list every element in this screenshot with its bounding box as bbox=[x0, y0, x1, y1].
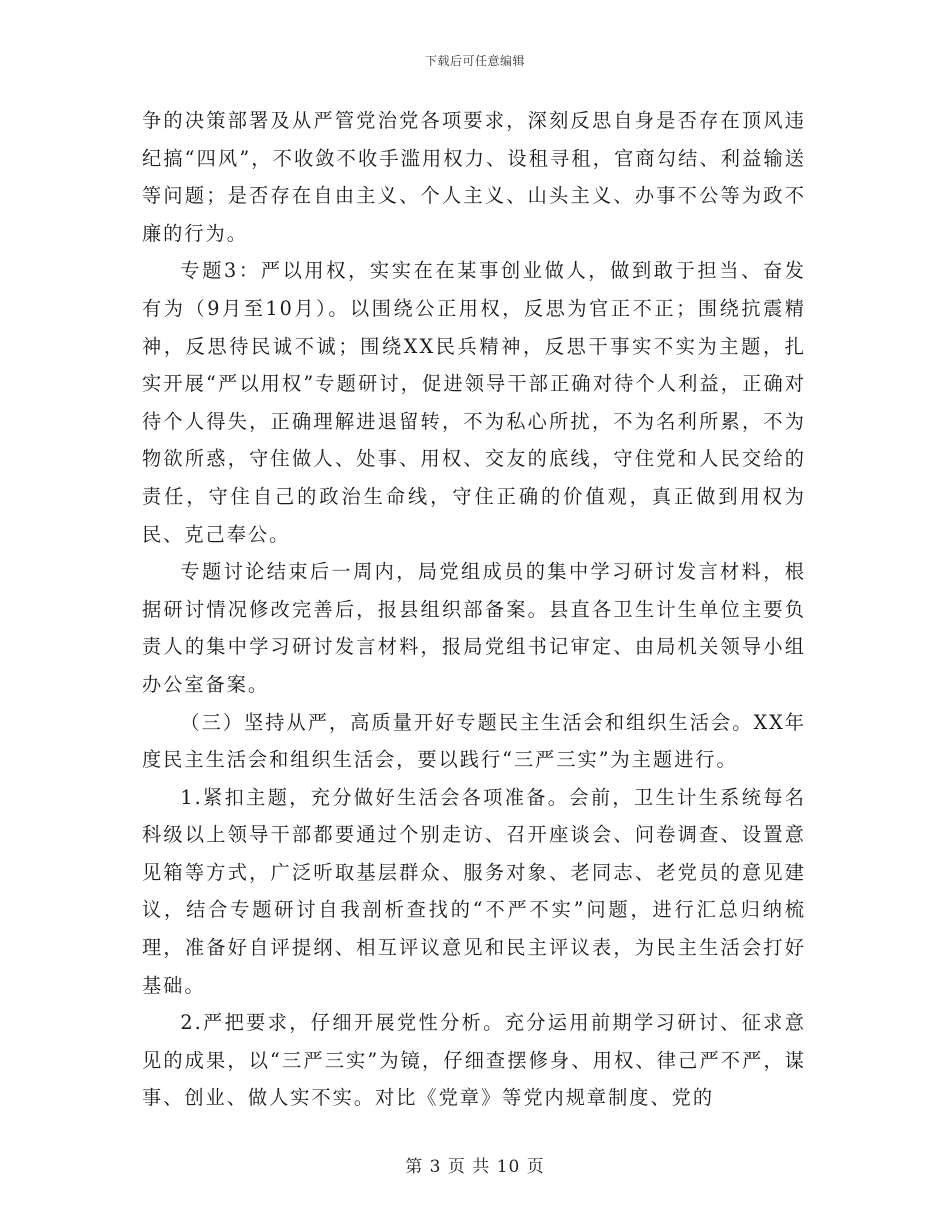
paragraph-4: （三）坚持从严，高质量开好专题民主生活会和组织生活会。XX年度民主生活会和组织生活会，要以践行“三严三实”为主题进行。 bbox=[142, 710, 806, 772]
page-header-note: 下载后可任意编辑 bbox=[424, 54, 525, 68]
paragraph-3: 专题讨论结束后一周内，局党组成员的集中学习研讨发言材料，根据研讨情况修改完善后，报县组织部备案。县直各卫生计生单位主要负责人的集中学习研讨发言材料，报局党组书记审定、由局机关领导小组办公室备案。 bbox=[142, 560, 806, 696]
paragraph-5: 1.紧扣主题，充分做好生活会各项准备。会前，卫生计生系统每名科级以上领导干部都要通过个别走访、召开座谈会、问卷调查、设置意见箱等方式，广泛听取基层群众、服务对象、老同志、老党员的意见建议，结合专题研讨自我剖析查找的“不严不实”问题，进行汇总归纳梳理，准备好自评提纲、相互评议意见和民主评议表，为民主生活会打好基础。 bbox=[142, 785, 806, 997]
page-number-footer: 第 3 页 共 10 页 bbox=[405, 1157, 545, 1177]
paragraph-6: 2.严把要求，仔细开展党性分析。充分运用前期学习研讨、征求意见的成果，以“三严三实”为镜，仔细查摆修身、用权、律己严不严，谋事、创业、做人实不实。对比《党章》等党内规章制度、党的 bbox=[142, 1011, 806, 1110]
paragraph-1: 争的决策部署及从严管党治党各项要求，深刻反思自身是否存在顶风违纪搞“四风”，不收敛不收手滥用权力、设租寻租，官商勾结、利益输送等问题；是否存在自由主义、个人主义、山头主义、办事不公等为政不廉的行为。 bbox=[142, 109, 806, 245]
paragraph-2: 专题3：严以用权，实实在在某事创业做人，做到敢于担当、奋发有为（9月至10月）。以围绕公正用权，反思为官正不正；围绕抗震精神，反思待民诚不诚；围绕XX民兵精神，反思干事实不实为主题，扎实开展“严以用权”专题研讨，促进领导干部正确对待个人利益，正确对待个人得失，正确理解进退留转，不为私心所扰，不为名利所累，不为物欲所惑，守住做人、处事、用权、交友的底线，守住党和人民交给的责任，守住自己的政治生命线，守住正确的价值观，真正做到用权为民、克己奉公。 bbox=[142, 259, 806, 546]
document-body bbox=[142, 102, 806, 1117]
